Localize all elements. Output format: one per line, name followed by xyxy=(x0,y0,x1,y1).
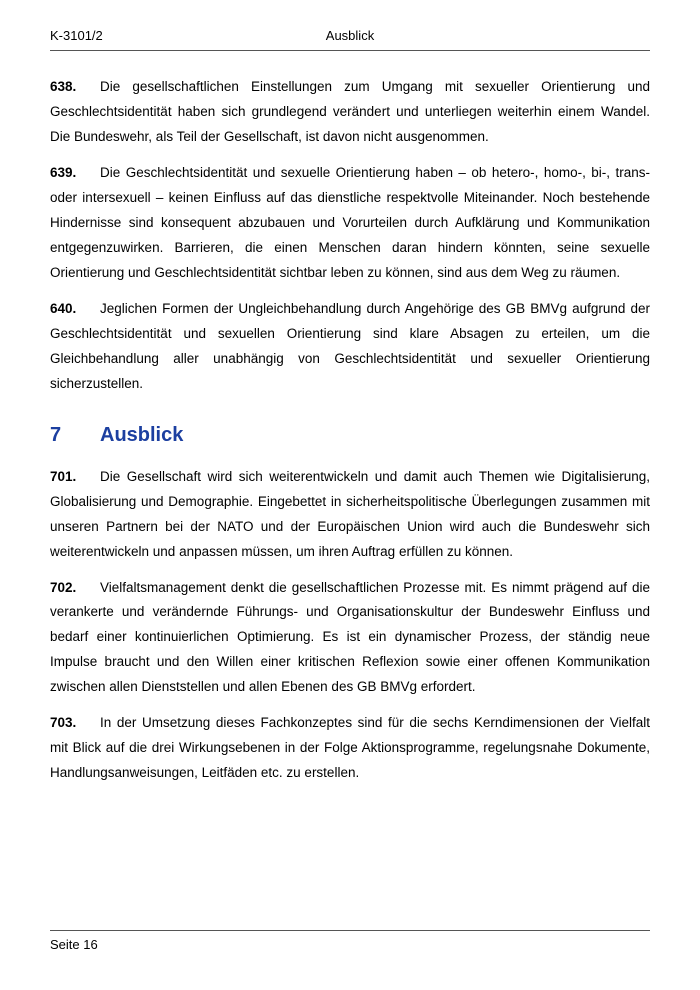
section-heading xyxy=(50,423,650,447)
paragraph xyxy=(50,161,650,286)
paragraph xyxy=(50,75,650,150)
section-number: 7 xyxy=(50,423,62,446)
paragraph xyxy=(50,297,650,397)
paragraph xyxy=(50,465,650,565)
section-title: Ausblick xyxy=(100,423,184,446)
paragraph-number: 703. xyxy=(50,715,77,731)
paragraph xyxy=(50,711,650,786)
footer xyxy=(50,930,650,952)
paragraph-text: Vielfaltsmanagement denkt die gesellschaftlichen Prozesse mit. Es nimmt prägend auf die verankerte und verändernde Führungs- und Organisationskultur der Bundeswehr Einfluss und bedarf einer kontinuierlichen Optimierung. Es ist ein dynamischer Prozess, der ständig neue Impulse braucht und den Willen einer kritischen Reflexion sowie einer offenen Kommunikation zwischen allen Dienststellen und allen Ebenen des GB BMVg erfordert. xyxy=(50,579,650,695)
header-title: Ausblick xyxy=(325,28,375,43)
paragraph-number: 638. xyxy=(50,79,77,94)
paragraph-text: Die Geschlechtsidentität und sexuelle Orientierung haben – ob hetero-, homo-, bi-, trans- oder intersexuell – keinen Einfluss auf das dienstliche respektvolle Miteinander. Noch bestehende Hindernisse sind konsequent abzubauen und Vorurteilen durch Aufklärung und Kommunikation entgegenzuwirken. Barrieren, die einen Menschen daran hindern könnten, seine sexuelle Orientierung und Geschlechtsidentität sichtbar leben zu können, sind aus dem Weg zu räumen. xyxy=(50,164,650,280)
paragraph-number: 640. xyxy=(50,300,77,316)
paragraph-number: 701. xyxy=(50,468,77,484)
header xyxy=(50,28,650,51)
paragraph xyxy=(50,576,650,701)
document-body xyxy=(50,75,650,786)
paragraph-number: 639. xyxy=(50,164,77,180)
paragraph-text: In der Umsetzung dieses Fachkonzeptes sind für die sechs Kerndimensionen der Vielfalt mit Blick auf die drei Wirkungsebenen in der Folge Aktionsprogramme, regelungsnahe Dokumente, Handlungsanweisungen, Leitfäden etc. zu erstellen. xyxy=(50,715,650,781)
page-number: Seite 16 xyxy=(50,937,98,952)
paragraph-number: 702. xyxy=(50,579,77,595)
paragraph-text: Jeglichen Formen der Ungleichbehandlung durch Angehörige des GB BMVg aufgrund der Geschlechtsidentität und sexuellen Orientierung sind klare Absagen zu erteilen, um die Gleichbehandlung aller unabhängig von Geschlechtsidentität und sexueller Orientierung sicherzustellen. xyxy=(50,300,650,391)
paragraph-text: Die Gesellschaft wird sich weiterentwickeln und damit auch Themen wie Digitalisierung, Globalisierung und Demographie. Eingebettet in sicherheitspolitische Überlegungen zusammen mit unseren Partnern bei der NATO und der Europäischen Union wird auch die Bundeswehr sich weiterentwickeln und anpassen müssen, um ihren Auftrag erfüllen zu können. xyxy=(50,468,650,559)
paragraph-text: Die gesellschaftlichen Einstellungen zum Umgang mit sexueller Orientierung und Geschlechtsidentität haben sich grundlegend verändert und unterliegen weiterhin einem Wandel. Die Bundeswehr, als Teil der Gesellschaft, ist davon nicht ausgenommen. xyxy=(50,79,650,144)
header-doc-id: K-3101/2 xyxy=(50,28,103,43)
